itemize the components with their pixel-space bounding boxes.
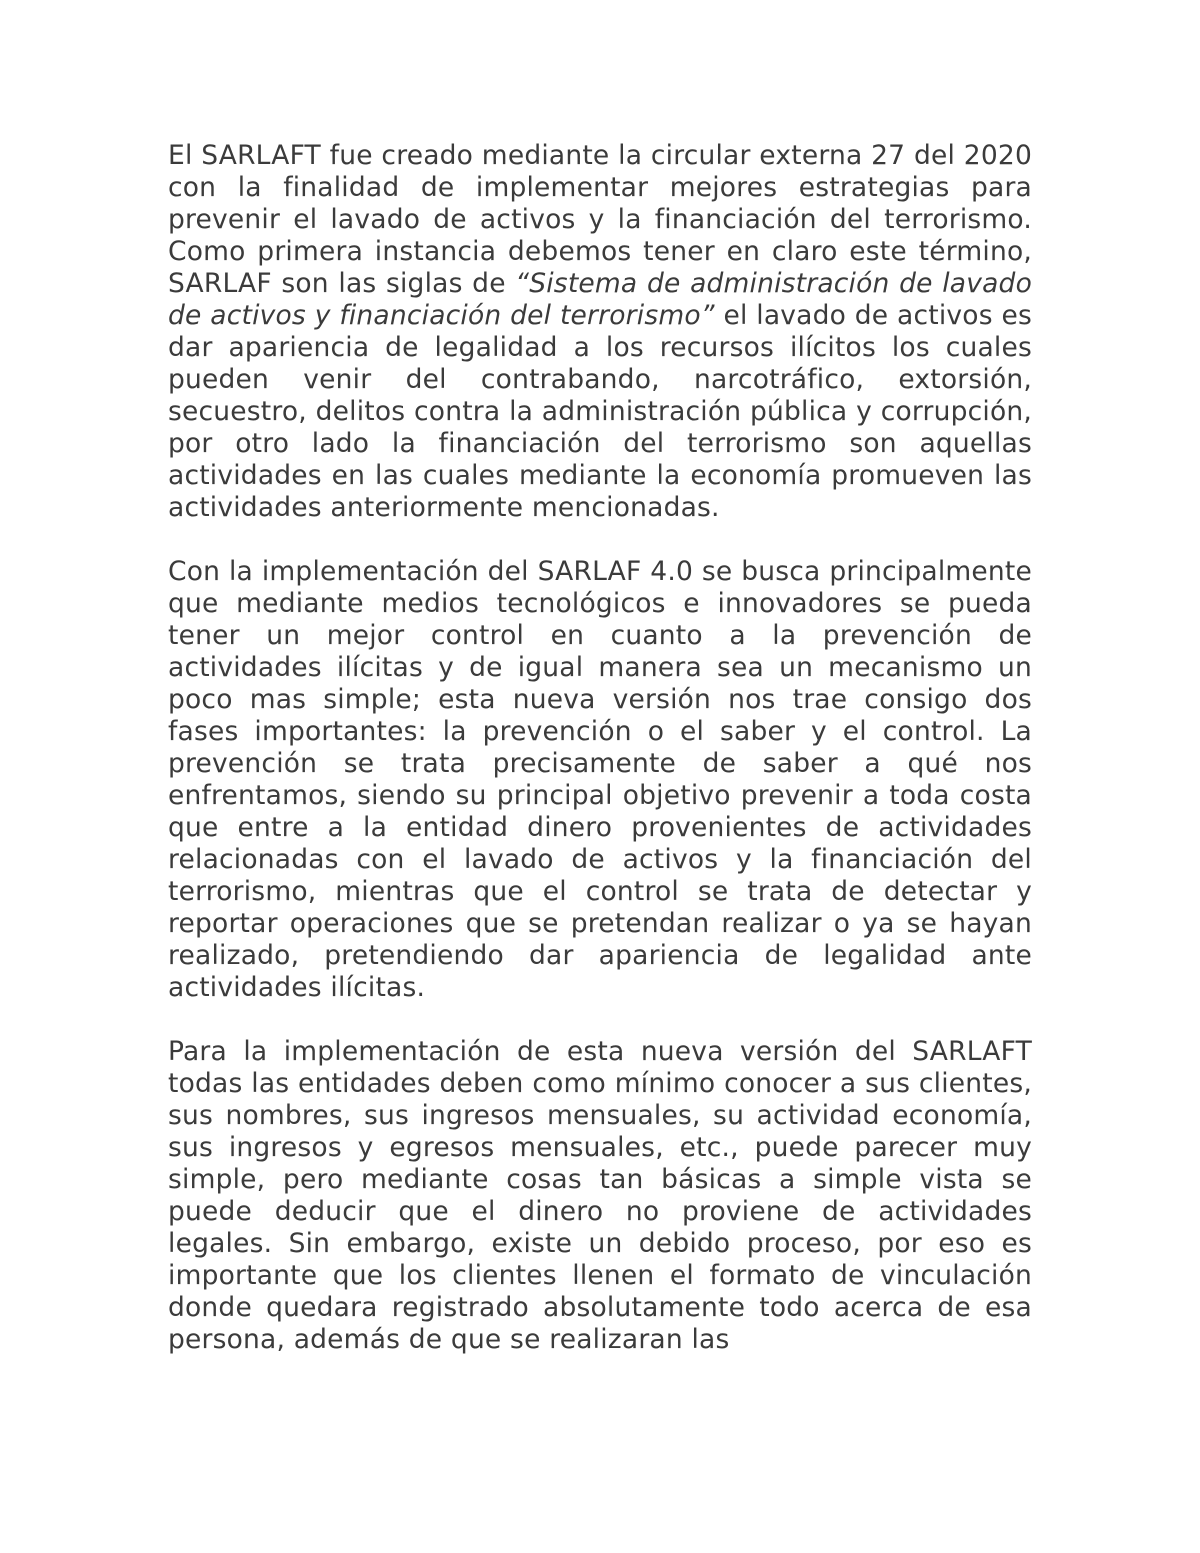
paragraph-1-rest: el lavado de activos es dar apariencia de legalidad a los recursos ilícitos los cuales pueden venir del contrabando, narcotráfico, extorsión, secuestro, delitos contra la administración pública y corrupción, por otro lado la financiación del terrorismo son aquellas actividades en las cuales mediante la economía promueven las actividades anteriormente mencionadas.: [168, 300, 1032, 523]
sarlaf-definition: “Sistema de administración de lavado de activos y financiación del terrorismo”: [168, 268, 1032, 331]
document-body: [168, 140, 1032, 1356]
paragraph-1-intro: El SARLAFT fue creado mediante la circular externa 27 del 2020 con la finalidad de implementar mejores estrategias para prevenir el lavado de activos y la financiación del terrorismo. Como primera instancia debemos tener en claro este término, SARLAF son las siglas de: [168, 140, 1032, 299]
paragraph-2: Con la implementación del SARLAF 4.0 se busca principalmente que mediante medios tecnológicos e innovadores se pueda tener un mejor control en cuanto a la prevención de actividades ilícitas y de igual manera sea un mecanismo un poco mas simple; esta nueva versión nos trae consigo dos fases importantes: la prevención o el saber y el control. La prevención se trata precisamente de saber a qué nos enfrentamos, siendo su principal objetivo prevenir a toda costa que entre a la entidad dinero provenientes de actividades relacionadas con el lavado de activos y la financiación del terrorismo, mientras que el control se trata de detectar y reportar operaciones que se pretendan realizar o ya se hayan realizado, pretendiendo dar apariencia de legalidad ante actividades ilícitas.: [168, 556, 1032, 1003]
paragraph-3: Para la implementación de esta nueva versión del SARLAFT todas las entidades deben como mínimo conocer a sus clientes, sus nombres, sus ingresos mensuales, su actividad economía, sus ingresos y egresos mensuales, etc., puede parecer muy simple, pero mediante cosas tan básicas a simple vista se puede deducir que el dinero no proviene de actividades legales. Sin embargo, existe un debido proceso, por eso es importante que los clientes llenen el formato de vinculación donde quedara registrado absolutamente todo acerca de esa persona, además de que se realizaran las: [168, 1036, 1032, 1355]
paragraph-1: [168, 140, 1032, 524]
